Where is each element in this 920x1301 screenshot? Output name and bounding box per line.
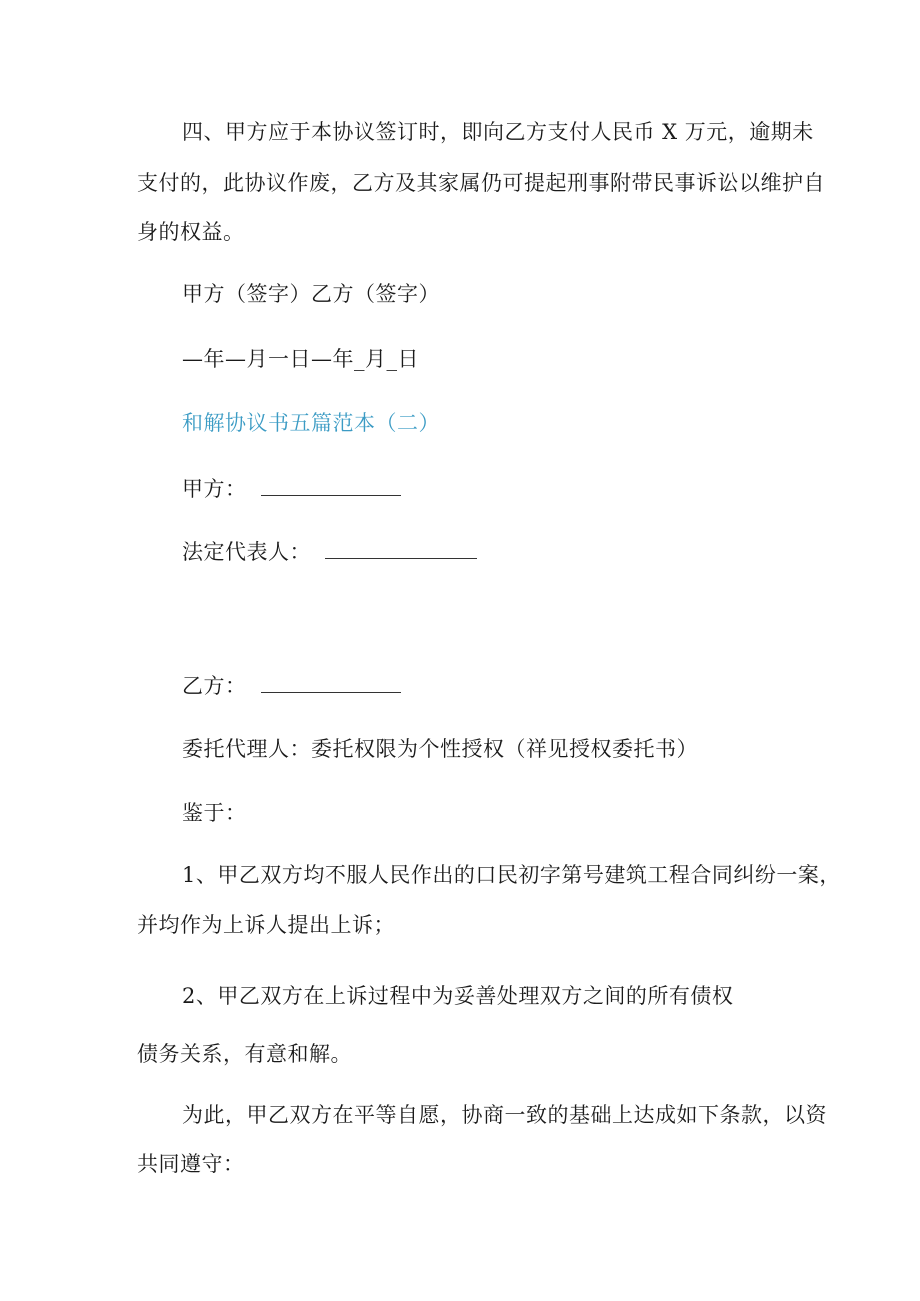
party-b-row xyxy=(182,672,401,700)
item-two-line-1: 2、甲乙双方在上诉过程中为妥善处理双方之间的所有债权 xyxy=(182,984,734,1008)
party-a-label: 甲方： xyxy=(182,477,247,501)
party-b-label: 乙方： xyxy=(182,674,247,698)
signature-line: 甲方（签字）乙方（签字） xyxy=(182,282,440,306)
clause-four-line-2: 支付的，此协议作废，乙方及其家属仍可提起刑事附带民事诉讼以维护自 xyxy=(137,171,825,195)
whereas-label: 鉴于： xyxy=(182,801,247,825)
clause-four-line-1: 四、甲方应于本协议签订时，即向乙方支付人民币 X 万元，逾期未 xyxy=(182,120,814,144)
closing-line-2: 共同遵守： xyxy=(137,1152,245,1176)
item-one-line-1: 1、甲乙双方均不服人民作出的口民初字第号建筑工程合同纠纷一案， xyxy=(182,863,841,887)
clause-four-line-3: 身的权益。 xyxy=(137,220,245,244)
party-a-blank xyxy=(261,475,401,496)
legal-rep-label: 法定代表人： xyxy=(182,540,311,564)
closing-line-1: 为此，甲乙双方在平等自愿，协商一致的基础上达成如下条款，以资 xyxy=(182,1103,827,1127)
party-a-row xyxy=(182,475,401,503)
item-one-line-2: 并均作为上诉人提出上诉； xyxy=(137,913,395,937)
legal-rep-blank xyxy=(325,538,477,559)
date-line: —年—月一日—年_月_日 xyxy=(182,347,419,371)
legal-rep-row xyxy=(182,538,477,566)
item-two-line-2: 债务关系，有意和解。 xyxy=(137,1042,352,1066)
section-heading: 和解协议书五篇范本（二） xyxy=(182,411,440,435)
agent-line: 委托代理人：委托权限为个性授权（祥见授权委托书） xyxy=(182,737,698,761)
party-b-blank xyxy=(261,672,401,693)
